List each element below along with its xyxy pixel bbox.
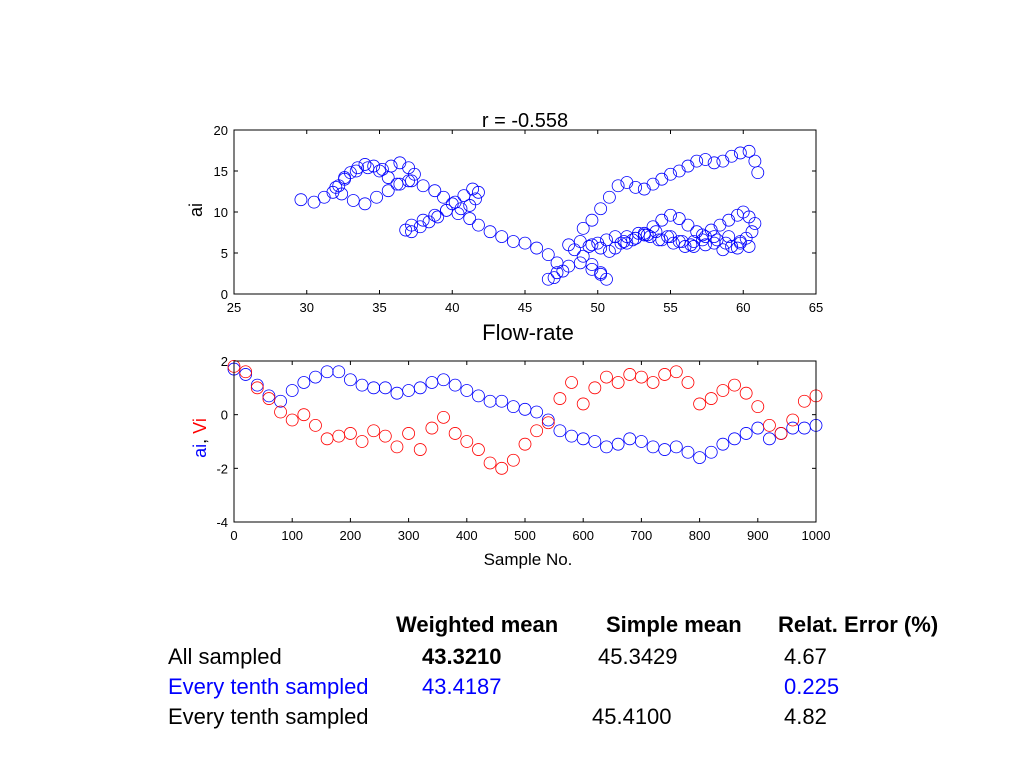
top-chart-point: [656, 173, 668, 185]
ylabel-part-ai: ai: [190, 443, 210, 458]
bottom-chart-point: [426, 376, 438, 388]
bottom-chart-point: [286, 414, 298, 426]
bottom-chart-point: [461, 385, 473, 397]
bottom-chart-point: [251, 379, 263, 391]
bottom-chart-point: [542, 417, 554, 429]
top-chart-point: [385, 160, 397, 172]
top-chart-point: [638, 183, 650, 195]
bottom-chart-x-tick-label: 900: [746, 528, 769, 543]
top-chart-xlabel: Flow-rate: [482, 320, 574, 345]
bottom-chart-y-tick-label: 2: [220, 354, 228, 369]
bottom-chart-point: [321, 366, 333, 378]
bottom-chart-x-tick-label: 300: [397, 528, 420, 543]
top-chart-point: [630, 181, 642, 193]
bottom-chart-point: [403, 427, 415, 439]
bottom-chart-point: [554, 425, 566, 437]
bottom-chart-point: [414, 444, 426, 456]
bottom-chart-point: [740, 387, 752, 399]
top-chart-point: [665, 209, 677, 221]
top-chart-point: [734, 147, 746, 159]
bottom-chart-point: [368, 382, 380, 394]
bottom-chart-point: [391, 387, 403, 399]
header-simple-mean: Simple mean: [606, 612, 742, 637]
bottom-chart-point: [484, 395, 496, 407]
bottom-chart-x-tick-label: 400: [455, 528, 478, 543]
header-relat-error: Relat. Error (%): [778, 612, 939, 637]
bottom-chart-point: [763, 419, 775, 431]
bottom-chart: [190, 354, 830, 569]
top-chart-point: [691, 155, 703, 167]
bottom-chart-point: [519, 403, 531, 415]
top-chart-point: [359, 198, 371, 210]
bottom-chart-point: [577, 398, 589, 410]
bottom-chart-point: [309, 419, 321, 431]
bottom-chart-point: [798, 422, 810, 434]
bottom-chart-point: [426, 422, 438, 434]
row-tenth-weighted-value: 43.4187: [422, 674, 502, 699]
bottom-chart-point: [275, 395, 287, 407]
top-chart-point: [464, 213, 476, 225]
top-chart-point: [673, 165, 685, 177]
top-chart-point: [603, 191, 615, 203]
bottom-chart-point: [694, 398, 706, 410]
top-chart-point: [318, 191, 330, 203]
bottom-chart-point: [356, 379, 368, 391]
bottom-chart-point: [263, 390, 275, 402]
bottom-chart-point: [461, 436, 473, 448]
bottom-chart-point: [496, 395, 508, 407]
top-chart-point: [699, 154, 711, 166]
bottom-chart-point: [729, 433, 741, 445]
top-chart-x-tick-label: 35: [372, 300, 387, 315]
bottom-chart-point: [740, 427, 752, 439]
top-chart-point: [600, 234, 612, 246]
bottom-chart-point: [449, 379, 461, 391]
top-chart-point: [472, 219, 484, 231]
ylabel-part-sep: ,: [190, 433, 210, 444]
top-chart-point: [665, 231, 677, 243]
bottom-chart-point: [635, 436, 647, 448]
bottom-chart-point: [729, 379, 741, 391]
top-chart-point: [586, 263, 598, 275]
top-chart-point: [394, 157, 406, 169]
row-all-sampled-weighted: 43.3210: [422, 644, 502, 669]
bottom-chart-point: [449, 427, 461, 439]
bottom-chart-point: [379, 382, 391, 394]
bottom-chart-point: [240, 366, 252, 378]
top-chart-y-tick-label: 20: [213, 123, 228, 138]
bottom-chart-point: [309, 371, 321, 383]
top-chart-point: [295, 194, 307, 206]
bottom-chart-x-tick-label: 200: [339, 528, 362, 543]
bottom-chart-y-tick-label: 0: [220, 407, 228, 423]
top-chart-point: [673, 213, 685, 225]
bottom-chart-point: [670, 441, 682, 453]
bottom-chart-point: [391, 441, 403, 453]
top-chart-y-tick-label: 15: [213, 164, 228, 179]
top-chart-point: [371, 191, 383, 203]
bottom-chart-point: [286, 385, 298, 397]
bottom-chart-point: [344, 374, 356, 386]
top-chart-title: r = -0.558: [481, 110, 569, 132]
row-all-sampled-error: 4.67: [784, 644, 827, 669]
top-chart-point: [414, 221, 426, 233]
bottom-chart-point: [333, 366, 345, 378]
bottom-chart-point: [787, 414, 799, 426]
top-chart-point: [656, 214, 668, 226]
top-chart-point: [752, 167, 764, 179]
row-tenth-simple-value: 45.4100: [592, 704, 672, 729]
bottom-chart-point: [717, 385, 729, 397]
bottom-chart-x-tick-label: 0: [230, 528, 238, 543]
bottom-chart-point: [507, 454, 519, 466]
bottom-chart-point: [542, 414, 554, 426]
bottom-chart-point: [403, 385, 415, 397]
top-chart-y-ticks: [214, 123, 816, 302]
bottom-chart-point: [577, 433, 589, 445]
bottom-chart-x-tick-label: 1000: [801, 528, 831, 543]
bottom-chart-point: [717, 438, 729, 450]
bottom-chart-point: [705, 393, 717, 405]
bottom-chart-x-ticks: [230, 361, 830, 543]
top-chart-point: [391, 178, 403, 190]
bottom-chart-point: [763, 433, 775, 445]
bottom-chart-x-tick-label: 500: [514, 528, 536, 543]
top-chart-y-tick-label: 10: [213, 205, 228, 220]
top-chart-point: [583, 240, 595, 252]
top-chart-x-tick-label: 25: [226, 300, 242, 315]
bottom-chart-point: [635, 371, 647, 383]
top-chart-x-tick-label: 30: [299, 300, 314, 315]
top-chart-point: [682, 160, 694, 172]
top-chart-point: [438, 191, 450, 203]
bottom-chart-point: [438, 374, 450, 386]
bottom-chart-point: [694, 452, 706, 464]
bottom-chart-point: [647, 376, 659, 388]
bottom-chart-point: [600, 441, 612, 453]
bottom-chart-x-tick-label: 700: [630, 528, 653, 543]
top-chart-point: [641, 229, 653, 241]
bottom-chart-point: [438, 411, 450, 423]
top-chart-point: [574, 236, 586, 248]
row-tenth-weighted-label: Every tenth sampled: [168, 674, 369, 699]
bottom-chart-point: [298, 409, 310, 421]
bottom-chart-point: [496, 462, 508, 474]
top-chart-point: [726, 150, 738, 162]
bottom-chart-point: [589, 436, 601, 448]
top-chart-point: [382, 185, 394, 197]
row-tenth-simple-label: Every tenth sampled: [168, 704, 369, 729]
bottom-chart-point: [612, 376, 624, 388]
bottom-chart-point: [240, 368, 252, 380]
top-chart-point: [743, 240, 755, 252]
bottom-chart-x-tick-label: 600: [572, 528, 595, 543]
top-chart: [186, 110, 823, 345]
top-chart-x-tick-label: 40: [445, 300, 460, 315]
row-tenth-simple-error: 4.82: [784, 704, 827, 729]
top-chart-y-tick-label: 5: [220, 246, 228, 261]
bottom-chart-point: [531, 425, 543, 437]
bottom-chart-ylabel: [190, 418, 210, 458]
bottom-chart-point: [600, 371, 612, 383]
top-chart-point: [394, 178, 406, 190]
bottom-chart-xlabel: Sample No.: [483, 550, 573, 569]
top-chart-points: [295, 145, 764, 285]
bottom-chart-point: [682, 446, 694, 458]
row-all-sampled-simple: 45.3429: [598, 644, 678, 669]
bottom-chart-point: [298, 376, 310, 388]
top-chart-point: [612, 180, 624, 192]
ylabel-part-vi: Vi: [190, 418, 210, 434]
bottom-chart-point: [472, 390, 484, 402]
top-chart-point: [717, 155, 729, 167]
bottom-chart-x-tick-label: 800: [688, 528, 711, 543]
bottom-chart-point: [612, 438, 624, 450]
bottom-chart-points: [228, 360, 822, 474]
bottom-chart-point: [682, 376, 694, 388]
top-chart-point: [347, 195, 359, 207]
top-chart-point: [429, 185, 441, 197]
top-chart-point: [688, 240, 700, 252]
bottom-chart-point: [275, 406, 287, 418]
top-chart-x-ticks: [227, 130, 823, 315]
top-chart-point: [749, 155, 761, 167]
top-chart-point: [711, 234, 723, 246]
top-chart-ylabel: ai: [186, 202, 206, 218]
bottom-chart-point: [379, 430, 391, 442]
top-chart-frame: [234, 130, 816, 294]
top-chart-point: [723, 214, 735, 226]
bottom-chart-point: [531, 406, 543, 418]
row-tenth-weighted-error: 0.225: [784, 674, 840, 699]
top-chart-point: [682, 219, 694, 231]
bottom-chart-point: [554, 393, 566, 405]
top-chart-point: [382, 172, 394, 184]
bottom-chart-point: [659, 368, 671, 380]
top-chart-point: [586, 214, 598, 226]
top-chart-point: [574, 257, 586, 269]
bottom-chart-point: [472, 444, 484, 456]
bottom-chart-point: [798, 395, 810, 407]
row-all-sampled-label: All sampled: [168, 644, 282, 669]
top-chart-point: [531, 242, 543, 254]
bottom-chart-point: [659, 444, 671, 456]
top-chart-point: [714, 219, 726, 231]
top-chart-point: [708, 237, 720, 249]
bottom-chart-x-tick-label: 100: [281, 528, 304, 543]
top-chart-point: [417, 180, 429, 192]
bottom-chart-point: [589, 382, 601, 394]
bottom-chart-point: [519, 438, 531, 450]
bottom-chart-y-tick-label: -2: [216, 461, 228, 477]
top-chart-point: [665, 168, 677, 180]
header-weighted-mean: Weighted mean: [396, 612, 559, 637]
top-chart-x-tick-label: 45: [517, 300, 533, 315]
bottom-chart-point: [251, 382, 263, 394]
top-chart-point: [621, 176, 633, 188]
top-chart-point: [708, 157, 720, 169]
bottom-chart-y-ticks: [216, 354, 816, 530]
bottom-chart-point: [624, 368, 636, 380]
bottom-chart-point: [624, 433, 636, 445]
bottom-chart-point: [705, 446, 717, 458]
top-chart-point: [507, 236, 519, 248]
bottom-chart-point: [507, 401, 519, 413]
bottom-chart-point: [484, 457, 496, 469]
bottom-chart-point: [356, 436, 368, 448]
top-chart-x-tick-label: 50: [590, 300, 605, 315]
bottom-chart-point: [566, 376, 578, 388]
top-chart-point: [496, 231, 508, 243]
top-chart-point: [484, 226, 496, 238]
bottom-chart-point: [263, 393, 275, 405]
top-chart-x-tick-label: 65: [808, 300, 824, 315]
bottom-chart-point: [414, 382, 426, 394]
top-chart-point: [595, 203, 607, 215]
bottom-chart-point: [344, 427, 356, 439]
top-chart-point: [359, 158, 371, 170]
bottom-chart-point: [752, 422, 764, 434]
bottom-chart-point: [752, 401, 764, 413]
bottom-chart-point: [333, 430, 345, 442]
top-chart-point: [458, 190, 470, 202]
top-chart-point: [647, 178, 659, 190]
top-chart-x-tick-label: 55: [663, 300, 678, 315]
bottom-chart-point: [670, 366, 682, 378]
top-chart-point: [519, 237, 531, 249]
top-chart-point: [406, 175, 418, 187]
bottom-chart-y-tick-label: -4: [216, 515, 228, 530]
bottom-chart-point: [321, 433, 333, 445]
bottom-chart-point: [566, 430, 578, 442]
bottom-chart-point: [775, 427, 787, 439]
top-chart-point: [653, 234, 665, 246]
top-chart-y-tick-label: 0: [220, 287, 228, 302]
bottom-chart-point: [647, 441, 659, 453]
top-chart-x-tick-label: 60: [736, 300, 751, 315]
bottom-chart-point: [368, 425, 380, 437]
